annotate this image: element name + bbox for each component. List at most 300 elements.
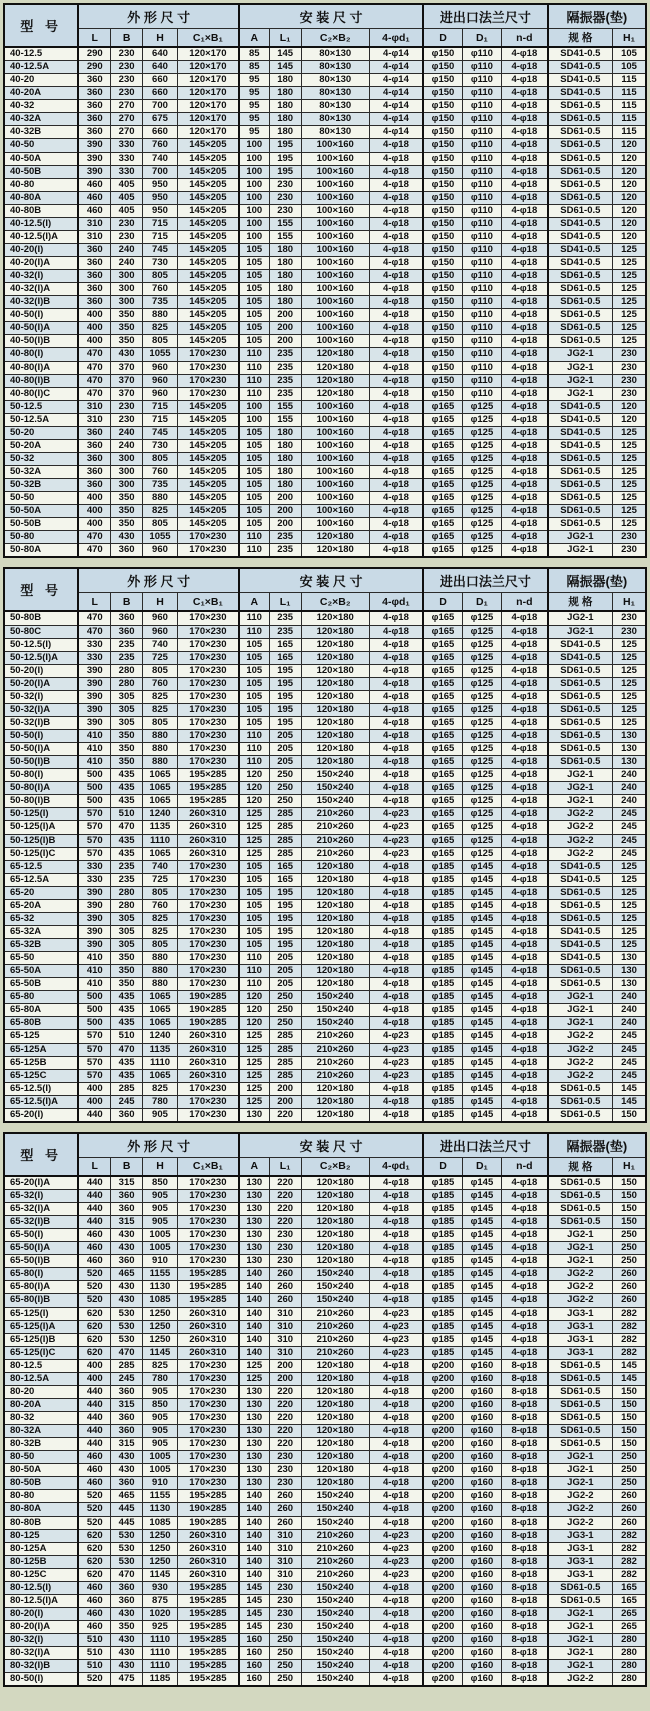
value-cell: 125	[239, 1069, 269, 1082]
value-cell: 4-φ18	[501, 113, 547, 126]
value-cell: 125	[613, 257, 646, 270]
value-cell: SD61-0.5	[548, 1216, 613, 1229]
value-cell: 260×310	[177, 1542, 239, 1555]
value-cell: JG2-2	[548, 808, 613, 821]
value-cell: 825	[143, 505, 178, 518]
model-cell: 80-32A	[4, 1425, 78, 1438]
value-cell: 430	[111, 1281, 143, 1294]
value-cell: 440	[78, 1108, 110, 1122]
value-cell: 4-φ23	[369, 847, 423, 860]
value-cell: φ125	[462, 677, 501, 690]
value-cell: 1110	[143, 1056, 178, 1069]
value-cell: 350	[111, 335, 143, 348]
value-cell: φ200	[423, 1464, 462, 1477]
value-cell: 330	[78, 873, 110, 886]
value-cell: 4-φ18	[369, 1108, 423, 1122]
model-cell: 50-12.5(I)	[4, 638, 78, 651]
table-row	[4, 638, 646, 651]
model-cell: 40-80(I)C	[4, 387, 78, 400]
value-cell: 400	[78, 322, 110, 335]
value-cell: 120×180	[301, 756, 369, 769]
model-cell: 65-32A	[4, 925, 78, 938]
value-cell: 282	[613, 1542, 646, 1555]
model-cell: 65-32	[4, 912, 78, 925]
value-cell: 115	[613, 87, 646, 100]
value-cell: φ110	[462, 74, 501, 87]
value-cell: 4-φ18	[501, 1307, 547, 1320]
value-cell: 4-φ18	[501, 374, 547, 387]
value-cell: 120×180	[301, 743, 369, 756]
value-cell: 4-φ23	[369, 1069, 423, 1082]
model-cell: 65-125(I)	[4, 1307, 78, 1320]
value-cell: 145×205	[177, 139, 239, 152]
value-cell: 400	[78, 1082, 110, 1095]
value-cell: 145×205	[177, 335, 239, 348]
value-cell: 250	[269, 1673, 301, 1687]
value-cell: 125	[613, 690, 646, 703]
value-cell: 4-φ18	[501, 1255, 547, 1268]
value-cell: 4-φ18	[369, 886, 423, 899]
value-cell: 245	[111, 1095, 143, 1108]
value-cell: SD41-0.5	[548, 217, 613, 230]
value-cell: 360	[111, 1425, 143, 1438]
model-cell: 50-50B	[4, 518, 78, 531]
value-cell: SD61-0.5	[548, 1108, 613, 1122]
value-cell: 4-φ18	[501, 270, 547, 283]
value-cell: 120×180	[301, 1464, 369, 1477]
value-cell: 110	[239, 361, 269, 374]
value-cell: SD41-0.5	[548, 651, 613, 664]
value-cell: 760	[143, 283, 178, 296]
value-cell: 140	[239, 1529, 269, 1542]
value-cell: 1250	[143, 1555, 178, 1568]
value-cell: φ165	[423, 782, 462, 795]
value-cell: 4-φ18	[369, 1503, 423, 1516]
value-cell: 235	[111, 651, 143, 664]
value-cell: 570	[78, 847, 110, 860]
value-cell: 240	[613, 1004, 646, 1017]
table-row	[4, 1281, 646, 1294]
value-cell: φ165	[423, 703, 462, 716]
value-cell: 4-φ18	[501, 505, 547, 518]
value-cell: 905	[143, 1438, 178, 1451]
value-cell: φ110	[462, 230, 501, 243]
column-group-header: 外 形 尺 寸	[78, 568, 238, 593]
value-cell: 8-φ18	[501, 1607, 547, 1620]
value-cell: 460	[78, 1581, 110, 1594]
value-cell: 4-φ18	[501, 730, 547, 743]
value-cell: 105	[239, 716, 269, 729]
value-cell: 170×230	[177, 348, 239, 361]
value-cell: 4-φ18	[501, 899, 547, 912]
value-cell: 195	[269, 165, 301, 178]
value-cell: 470	[78, 374, 110, 387]
value-cell: 190×285	[177, 991, 239, 1004]
value-cell: 205	[269, 743, 301, 756]
value-cell: 105	[239, 283, 269, 296]
value-cell: SD61-0.5	[548, 322, 613, 335]
value-cell: 145	[269, 61, 301, 74]
value-cell: φ185	[423, 925, 462, 938]
value-cell: 100×160	[301, 296, 369, 309]
value-cell: SD61-0.5	[548, 191, 613, 204]
value-cell: 905	[143, 1203, 178, 1216]
value-cell: 95	[239, 126, 269, 139]
value-cell: 230	[111, 47, 143, 61]
value-cell: 360	[111, 625, 143, 638]
table-row	[4, 1477, 646, 1490]
value-cell: SD61-0.5	[548, 1372, 613, 1385]
value-cell: 4-φ18	[501, 361, 547, 374]
value-cell: 270	[111, 126, 143, 139]
value-cell: 100	[239, 165, 269, 178]
value-cell: SD41-0.5	[548, 426, 613, 439]
value-cell: SD61-0.5	[548, 730, 613, 743]
model-cell: 80-12.5(I)A	[4, 1594, 78, 1607]
value-cell: 180	[269, 270, 301, 283]
value-cell: φ160	[462, 1503, 501, 1516]
value-cell: JG3-1	[548, 1346, 613, 1359]
value-cell: 4-φ18	[369, 1095, 423, 1108]
value-cell: φ185	[423, 1320, 462, 1333]
model-cell: 65-12.5(I)	[4, 1082, 78, 1095]
table-row	[4, 1229, 646, 1242]
value-cell: 170×230	[177, 690, 239, 703]
value-cell: 435	[111, 1004, 143, 1017]
value-cell: 8-φ18	[501, 1372, 547, 1385]
value-cell: φ150	[423, 87, 462, 100]
value-cell: 910	[143, 1255, 178, 1268]
value-cell: 4-φ18	[369, 270, 423, 283]
value-cell: 4-φ18	[369, 873, 423, 886]
value-cell: φ145	[462, 1095, 501, 1108]
value-cell: 170×230	[177, 756, 239, 769]
value-cell: SD41-0.5	[548, 413, 613, 426]
value-cell: 145×205	[177, 452, 239, 465]
value-cell: SD61-0.5	[548, 165, 613, 178]
value-cell: 4-φ18	[501, 912, 547, 925]
value-cell: 4-φ18	[501, 952, 547, 965]
value-cell: 285	[269, 1030, 301, 1043]
value-cell: JG2-1	[548, 1621, 613, 1634]
value-cell: 95	[239, 100, 269, 113]
value-cell: 110	[239, 965, 269, 978]
value-cell: 4-φ18	[369, 716, 423, 729]
value-cell: 4-φ18	[501, 808, 547, 821]
value-cell: 100×160	[301, 191, 369, 204]
value-cell: 370	[111, 374, 143, 387]
value-cell: 440	[78, 1425, 110, 1438]
value-cell: 405	[111, 178, 143, 191]
model-cell: 50-20	[4, 426, 78, 439]
value-cell: 235	[269, 531, 301, 544]
value-cell: φ125	[462, 703, 501, 716]
value-cell: 4-φ18	[501, 769, 547, 782]
value-cell: 730	[143, 439, 178, 452]
value-cell: 4-φ18	[501, 638, 547, 651]
value-cell: 4-φ18	[501, 139, 547, 152]
value-cell: 4-φ18	[501, 847, 547, 860]
value-cell: φ185	[423, 1294, 462, 1307]
value-cell: 120×180	[301, 638, 369, 651]
value-cell: φ125	[462, 544, 501, 558]
value-cell: 260	[269, 1490, 301, 1503]
value-cell: 85	[239, 47, 269, 61]
value-cell: 125	[613, 677, 646, 690]
table-row	[4, 756, 646, 769]
value-cell: φ185	[423, 1017, 462, 1030]
value-cell: φ125	[462, 743, 501, 756]
value-cell: 880	[143, 730, 178, 743]
value-cell: φ110	[462, 361, 501, 374]
table-row	[4, 1030, 646, 1043]
value-cell: JG2-1	[548, 795, 613, 808]
value-cell: φ150	[423, 178, 462, 191]
value-cell: 4-φ18	[369, 638, 423, 651]
value-cell: 210×260	[301, 1555, 369, 1568]
value-cell: 8-φ18	[501, 1673, 547, 1687]
value-cell: 235	[111, 873, 143, 886]
value-cell: 360	[111, 611, 143, 625]
value-cell: 110	[239, 756, 269, 769]
value-cell: 1185	[143, 1673, 178, 1687]
value-cell: JG2-2	[548, 1490, 613, 1503]
value-cell: 195	[269, 664, 301, 677]
value-cell: 825	[143, 1359, 178, 1372]
value-cell: 100	[239, 217, 269, 230]
value-cell: 350	[111, 505, 143, 518]
value-cell: 260×310	[177, 1056, 239, 1069]
value-cell: 460	[78, 1451, 110, 1464]
value-cell: 530	[111, 1320, 143, 1333]
value-cell: φ160	[462, 1372, 501, 1385]
value-cell: 825	[143, 690, 178, 703]
value-cell: 230	[269, 1242, 301, 1255]
value-cell: φ200	[423, 1581, 462, 1594]
value-cell: 390	[78, 165, 110, 178]
value-cell: 180	[269, 296, 301, 309]
value-cell: 205	[269, 756, 301, 769]
value-cell: φ185	[423, 1082, 462, 1095]
value-cell: 305	[111, 939, 143, 952]
value-cell: 470	[78, 348, 110, 361]
model-cell: 80-125A	[4, 1542, 78, 1555]
model-cell: 40-50A	[4, 152, 78, 165]
table-row	[4, 1268, 646, 1281]
value-cell: 125	[613, 270, 646, 283]
value-cell: 260×310	[177, 1529, 239, 1542]
value-cell: 1065	[143, 1017, 178, 1030]
value-cell: 715	[143, 230, 178, 243]
value-cell: 125	[613, 439, 646, 452]
value-cell: 120×180	[301, 387, 369, 400]
value-cell: 120×180	[301, 939, 369, 952]
value-cell: 150	[613, 1425, 646, 1438]
value-cell: 120×180	[301, 730, 369, 743]
value-cell: 125	[239, 1030, 269, 1043]
value-cell: 510	[111, 808, 143, 821]
value-cell: 170×230	[177, 531, 239, 544]
value-cell: 145×205	[177, 426, 239, 439]
model-cell: 50-125(I)	[4, 808, 78, 821]
value-cell: 230	[613, 625, 646, 638]
table-row	[4, 505, 646, 518]
value-cell: 4-φ18	[501, 1056, 547, 1069]
model-cell: 65-125	[4, 1030, 78, 1043]
value-cell: 125	[239, 1056, 269, 1069]
column-header: H	[143, 593, 178, 612]
value-cell: 100×160	[301, 466, 369, 479]
table-row	[4, 782, 646, 795]
table-row	[4, 361, 646, 374]
value-cell: 960	[143, 611, 178, 625]
value-cell: 4-φ18	[501, 1294, 547, 1307]
column-header: D₁	[462, 1157, 501, 1176]
value-cell: 905	[143, 1189, 178, 1202]
value-cell: 145×205	[177, 204, 239, 217]
value-cell: 130	[239, 1477, 269, 1490]
value-cell: 120	[239, 1004, 269, 1017]
value-cell: φ185	[423, 991, 462, 1004]
value-cell: 140	[239, 1346, 269, 1359]
value-cell: 180	[269, 283, 301, 296]
value-cell: SD61-0.5	[548, 283, 613, 296]
value-cell: φ125	[462, 466, 501, 479]
value-cell: 4-φ18	[501, 703, 547, 716]
value-cell: 280	[111, 886, 143, 899]
value-cell: 240	[613, 1017, 646, 1030]
value-cell: 4-φ18	[369, 1004, 423, 1017]
value-cell: 360	[78, 439, 110, 452]
value-cell: 80×130	[301, 74, 369, 87]
value-cell: φ200	[423, 1621, 462, 1634]
value-cell: 100×160	[301, 518, 369, 531]
value-cell: 230	[613, 348, 646, 361]
value-cell: 120×180	[301, 544, 369, 558]
value-cell: 4-φ18	[369, 860, 423, 873]
value-cell: 430	[111, 1229, 143, 1242]
value-cell: 105	[239, 860, 269, 873]
value-cell: 4-φ18	[501, 965, 547, 978]
column-header: A	[239, 593, 269, 612]
value-cell: 150×240	[301, 1660, 369, 1673]
model-cell: 50-125(I)A	[4, 821, 78, 834]
value-cell: 4-φ23	[369, 821, 423, 834]
column-header: C₁×B₁	[177, 1157, 239, 1176]
value-cell: 165	[269, 638, 301, 651]
value-cell: 400	[78, 335, 110, 348]
value-cell: 530	[111, 1555, 143, 1568]
value-cell: 95	[239, 74, 269, 87]
value-cell: 1065	[143, 1069, 178, 1082]
model-cell: 50-80(I)	[4, 769, 78, 782]
value-cell: 4-φ18	[369, 939, 423, 952]
value-cell: 120×180	[301, 664, 369, 677]
table-row	[4, 283, 646, 296]
value-cell: SD61-0.5	[548, 912, 613, 925]
table-row	[4, 230, 646, 243]
value-cell: 130	[239, 1203, 269, 1216]
value-cell: 230	[269, 1255, 301, 1268]
value-cell: 4-φ18	[369, 1294, 423, 1307]
value-cell: SD41-0.5	[548, 243, 613, 256]
value-cell: φ165	[423, 439, 462, 452]
value-cell: 170×230	[177, 939, 239, 952]
value-cell: 115	[613, 100, 646, 113]
value-cell: φ160	[462, 1555, 501, 1568]
value-cell: 4-φ23	[369, 1542, 423, 1555]
value-cell: 4-φ18	[501, 1069, 547, 1082]
value-cell: 475	[111, 1673, 143, 1687]
value-cell: 4-φ18	[369, 1516, 423, 1529]
table-row	[4, 808, 646, 821]
value-cell: 435	[111, 769, 143, 782]
value-cell: 120	[613, 152, 646, 165]
value-cell: 195	[269, 886, 301, 899]
value-cell: 130	[239, 1464, 269, 1477]
value-cell: 105	[239, 505, 269, 518]
value-cell: 4-φ18	[369, 1451, 423, 1464]
value-cell: φ150	[423, 139, 462, 152]
value-cell: 805	[143, 452, 178, 465]
value-cell: 150×240	[301, 1581, 369, 1594]
value-cell: 115	[613, 126, 646, 139]
value-cell: 210×260	[301, 1030, 369, 1043]
value-cell: 8-φ18	[501, 1503, 547, 1516]
value-cell: 160	[239, 1673, 269, 1687]
value-cell: 130	[239, 1216, 269, 1229]
table-row	[4, 1398, 646, 1411]
value-cell: 170×230	[177, 1451, 239, 1464]
value-cell: 260×310	[177, 834, 239, 847]
value-cell: 715	[143, 413, 178, 426]
value-cell: SD41-0.5	[548, 925, 613, 938]
value-cell: 195×285	[177, 1581, 239, 1594]
value-cell: 950	[143, 191, 178, 204]
value-cell: 80×130	[301, 47, 369, 61]
value-cell: 460	[78, 1477, 110, 1490]
value-cell: 195×285	[177, 1607, 239, 1620]
value-cell: 282	[613, 1346, 646, 1359]
value-cell: 850	[143, 1176, 178, 1190]
value-cell: 100×160	[301, 283, 369, 296]
value-cell: 4-φ18	[501, 439, 547, 452]
value-cell: φ185	[423, 965, 462, 978]
value-cell: 360	[111, 1189, 143, 1202]
value-cell: 235	[269, 348, 301, 361]
value-cell: 120×170	[177, 100, 239, 113]
value-cell: 170×230	[177, 1477, 239, 1490]
value-cell: 520	[78, 1268, 110, 1281]
value-cell: 435	[111, 834, 143, 847]
value-cell: φ200	[423, 1438, 462, 1451]
value-cell: 105	[239, 638, 269, 651]
value-cell: 120	[613, 165, 646, 178]
value-cell: 195×285	[177, 769, 239, 782]
value-cell: 4-φ18	[369, 309, 423, 322]
value-cell: φ185	[423, 873, 462, 886]
value-cell: φ110	[462, 387, 501, 400]
table-row	[4, 426, 646, 439]
value-cell: 170×230	[177, 873, 239, 886]
column-header: L₁	[269, 29, 301, 48]
value-cell: 170×230	[177, 1412, 239, 1425]
value-cell: φ200	[423, 1542, 462, 1555]
value-cell: 125	[239, 1095, 269, 1108]
value-cell: 360	[78, 283, 110, 296]
value-cell: 120	[613, 178, 646, 191]
value-cell: φ125	[462, 847, 501, 860]
